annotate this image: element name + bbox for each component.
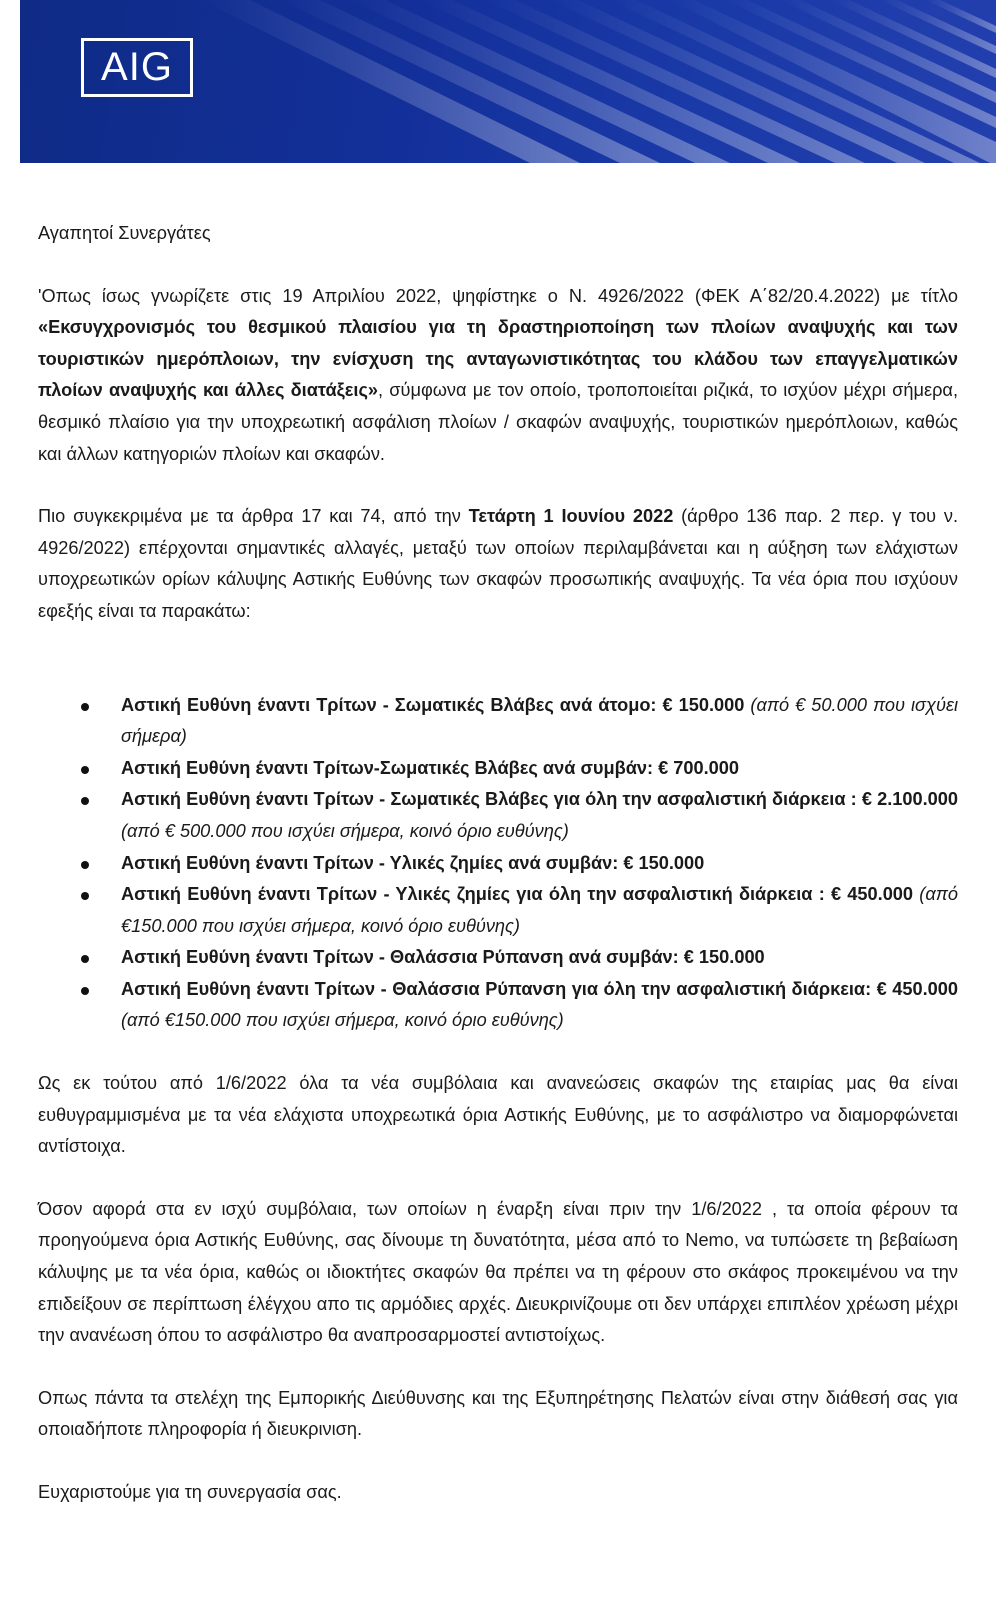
changes-intro: Πιο συγκεκριμένα με τα άρθρα 17 και 74, από την	[38, 506, 469, 527]
changes-rest: (άρθρο 136 παρ. 2 περ. γ του ν. 4926/2022) επέρχονται σημαντικές αλλαγές, μεταξύ των οποίων περιλαμβάνεται και η αύξηση των ελάχιστων υποχρεωτικών ορίων κάλυψης Αστικής Ευθύνης των σκαφών προσωπικής αναψυχής. Τα νέα όρια που ισχύουν εφεξής είναι τα παρακάτω:	[38, 506, 958, 621]
list-item	[38, 690, 958, 753]
list-item	[38, 879, 958, 942]
limit-label: Αστική Ευθύνη έναντι Τρίτων - Σωματικές Βλάβες ανά άτομο: € 150.000	[121, 694, 745, 715]
limit-note: (από €150.000 που ισχύει σήμερα, κοινό όριο ευθύνης)	[121, 884, 958, 936]
limit-note: (από €150.000 που ισχύει σήμερα, κοινό όριο ευθύνης)	[121, 1010, 564, 1031]
bullet-icon	[81, 797, 89, 805]
limit-label: Αστική Ευθύνη έναντι Τρίτων - Σωματικές Βλάβες για όλη την ασφαλιστική διάρκεια : € 2.100.000	[121, 789, 958, 810]
paragraph-existing-contracts: Όσον αφορά στα εν ισχύ συμβόλαια, των οποίων η έναρξη είναι πριν την 1/6/2022 , τα οποία φέρουν τα προηγούμενα όρια Αστικής Ευθύνης, σας δίνουμε τη δυνατότητα, μέσα από το Nemo, να τυπώσετε τη βεβαίωση κάλυψης με τα νέα όρια, καθώς οι ιδιοκτήτες σκαφών θα πρέπει να τη φέρουν στο σκάφος προκειμένου να την επιδείξουν σε περίπτωση έλέγχου απο τις αρμόδιες αρχές. Διευκρινίζουμε οτι δεν υπάρχει επιπλέον χρέωση μέχρι την ανανέωση όπου το ασφάλιστρο θα αναπροσαρμοστεί αντιστοίχως.	[38, 1198, 958, 1346]
list-item	[38, 942, 958, 974]
paragraph-support: Οπως πάντα τα στελέχη της Εμπορικής Διεύθυνσης και της Εξυπηρέτησης Πελατών είναι στην διάθεσή σας για οποιαδήποτε πληροφορία ή διευκρινιση.	[38, 1387, 958, 1440]
letter-body	[38, 218, 958, 1509]
list-item	[38, 848, 958, 880]
salutation: Αγαπητοί Συνεργάτες	[38, 223, 211, 243]
limit-label: Αστική Ευθύνη έναντι Τρίτων - Υλικές ζημίες για όλη την ασφαλιστική διάρκεια : € 450.000	[121, 884, 914, 905]
list-item	[38, 974, 958, 1037]
paragraph-changes	[38, 501, 958, 627]
bullet-icon	[81, 766, 89, 774]
liability-limits-list	[38, 690, 958, 1038]
effective-date: Τετάρτη 1 Ιουνίου 2022	[468, 506, 674, 527]
law-intro-text: 'Οπως ίσως γνωρίζετε στις 19 Απριλίου 2022, ψηφίστηκε ο Ν. 4926/2022 (ΦΕΚ Α΄82/20.4.2022) με τίτλο	[38, 285, 958, 306]
bullet-icon	[81, 861, 89, 869]
list-item	[38, 753, 958, 785]
law-intro-rest: , σύμφωνα με τον οποίο, τροποποιείται ριζικά, το ισχύον μέχρι σήμερα, θεσμικό πλαίσιο για την υποχρεωτική ασφάλιση πλοίων / σκαφών αναψυχής, τουριστικών ημερόπλοιων, καθώς και άλλων κατηγοριών πλοίων και σκαφών.	[38, 380, 959, 464]
logo-text: AIG	[101, 45, 173, 89]
header-banner	[20, 0, 996, 163]
law-title: «Εκσυγχρονισμός του θεσμικού πλαισίου για τη δραστηριοποίηση των πλοίων αναψυχής και των τουριστικών ημερόπλοιων, την ενίσχυση της ανταγωνιστικότητας του κλάδου των επαγγελματικών πλοίων αναψυχής και άλλες διατάξεις»	[38, 317, 958, 401]
limit-label: Αστική Ευθύνη έναντι Τρίτων - Υλικές ζημίες ανά συμβάν: € 150.000	[121, 852, 705, 873]
bullet-icon	[81, 892, 89, 900]
limit-note: (από € 50.000 που ισχύει σήμερα)	[121, 694, 958, 747]
limit-label: Αστική Ευθύνη έναντι Τρίτων-Σωματικές Βλάβες ανά συμβάν: € 700.000	[121, 757, 740, 778]
limit-label: Αστική Ευθύνη έναντι Τρίτων - Θαλάσσια Ρύπανση για όλη την ασφαλιστική διάρκεια: € 450.000	[121, 978, 958, 999]
bullet-icon	[81, 955, 89, 963]
bullet-icon	[81, 703, 89, 711]
aig-logo	[81, 38, 193, 97]
paragraph-new-contracts: Ως εκ τούτου από 1/6/2022 όλα τα νέα συμβόλαια και ανανεώσεις σκαφών της εταιρίας μας θα είναι ευθυγραμμισμένα με τα νέα ελάχιστα υποχρεωτικά όρια Αστικής Ευθύνης, με το ασφάλιστρο να διαμορφώνεται αντίστοιχα.	[38, 1073, 958, 1157]
paragraph-law-intro	[38, 281, 958, 471]
bullet-icon	[81, 987, 89, 995]
closing-line: Ευχαριστούμε για τη συνεργασία σας.	[38, 1482, 342, 1502]
list-item	[38, 784, 958, 847]
limit-label: Αστική Ευθύνη έναντι Τρίτων - Θαλάσσια Ρύπανση ανά συμβάν: € 150.000	[121, 947, 765, 968]
limit-note: (από € 500.000 που ισχύει σήμερα, κοινό όριο ευθύνης)	[121, 820, 569, 841]
